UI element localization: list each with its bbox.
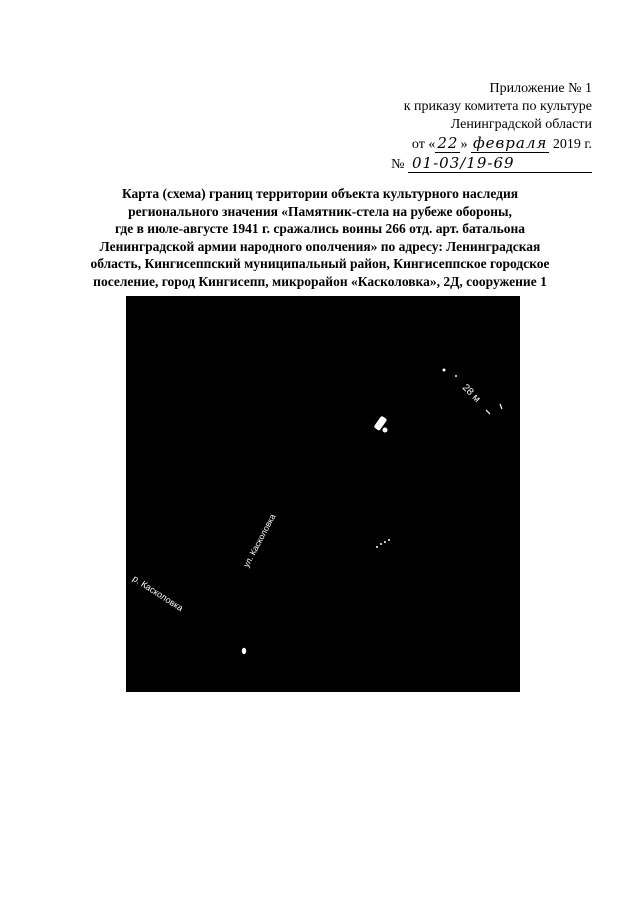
title-line-1: Карта (схема) границ территории объекта культурного наследия [121,186,519,201]
appendix-number: Приложение № 1 [489,81,592,96]
map-object-dots [376,539,390,548]
title-line-6: поселение, город Кингисепп, микрорайон «Касколовка», 2Д, сооружение 1 [93,273,547,289]
appendix-header [292,80,592,174]
date-mid: » [460,137,468,152]
title-line-4: Ленинградской армии народного ополчения» по адресу: Ленинградская [99,238,541,254]
title-line-3: где в июле-августе 1941 г. сражались воины 266 отд. арт. батальона [114,221,526,236]
date-year: 2019 г. [552,137,592,152]
title-line-2: регионального значения «Памятник-стела на рубеже обороны, [128,203,512,219]
number-prefix: № [391,157,405,172]
appendix-order-ref: к приказу комитета по культуре [403,99,592,114]
date-day: 22 [437,134,459,152]
river-label: р. Касколовка [130,573,185,614]
monument-marker [374,416,388,433]
date-month: февраля [472,134,548,152]
map-speck [455,375,457,377]
boundary-map [126,296,520,692]
title-line-5: область, Кингисеппский муниципальный район, Кингисеппское городское [90,256,550,271]
map-speck [443,369,446,372]
order-number-row [292,154,592,174]
boundary-tick [500,404,502,409]
appendix-date [292,134,592,154]
distance-label: 28 м [459,382,483,405]
order-number: 01-03/19-69 [408,154,592,173]
boundary-tick [486,410,490,414]
document-title [60,185,580,290]
map-point-marker [242,648,246,654]
appendix-region: Ленинградской области [450,117,592,132]
date-prefix: от « [411,137,436,152]
road-label: ул. Касколовка [240,512,278,569]
map-canvas [126,296,520,692]
